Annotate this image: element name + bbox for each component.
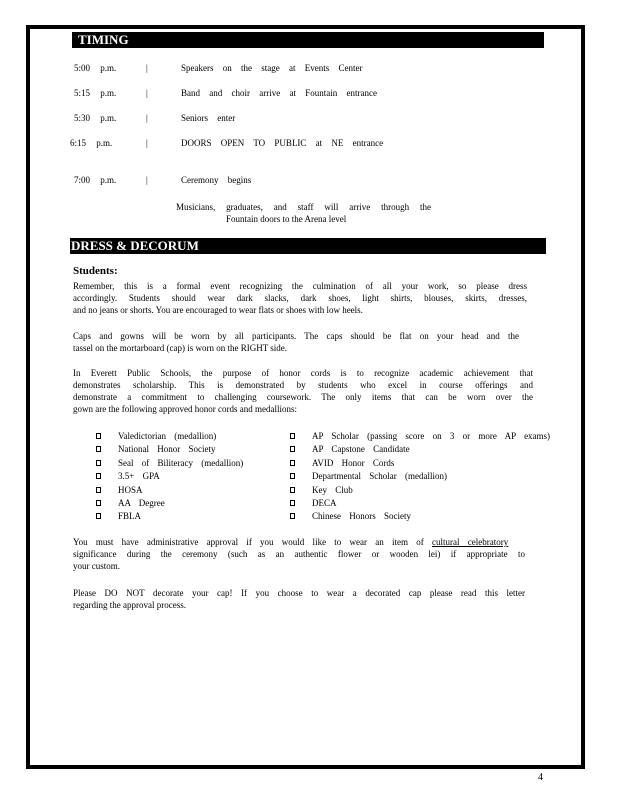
page-number: 4 (538, 772, 543, 783)
dress-title: DRESS & DECORUM (71, 238, 199, 253)
checkbox-icon (290, 500, 295, 506)
paragraph-line: In Everett Public Schools, the purpose of honor cords is to recognize academic achievement that (73, 368, 533, 378)
timing-event: Ceremony begins (181, 175, 252, 185)
paragraph-line: your custom. (73, 561, 120, 571)
checkbox-icon (96, 500, 101, 506)
timing-event: Speakers on the stage at Events Center (181, 63, 363, 73)
timing-time: 5:15 p.m. (74, 88, 117, 98)
honor-item (290, 497, 550, 510)
dress-section-header (70, 238, 546, 254)
honor-item (96, 457, 276, 470)
paragraph-line: Please DO NOT decorate your cap! If you choose to wear a decorated cap please read this letter (73, 588, 525, 598)
timing-separator: | (146, 175, 148, 185)
dress-paragraph-5 (73, 587, 525, 611)
honor-label: Valedictorian (medallion) (118, 431, 217, 441)
checkbox-icon (96, 433, 101, 439)
timing-separator: | (146, 63, 148, 73)
honor-item (290, 510, 550, 523)
honor-label: Departmental Scholar (medallion) (312, 471, 447, 482)
paragraph-line (73, 536, 533, 548)
checkbox-icon (96, 460, 101, 466)
honor-item (96, 443, 276, 456)
honor-label: AVID Honor Cords (312, 457, 395, 468)
dress-paragraph-3 (73, 367, 533, 415)
honor-label: Key Club (312, 484, 353, 495)
checkbox-icon (290, 487, 295, 493)
honor-item (290, 443, 550, 456)
honors-list-left (96, 430, 276, 524)
paragraph-line: demonstrate a commitment to challenging coursework. The only items that can be worn over the (73, 392, 533, 402)
paragraph-line: Caps and gowns will be worn by all participants. The caps should be flat on your head and the (73, 331, 519, 341)
timing-time: 5:00 p.m. (74, 63, 117, 73)
honor-item (96, 430, 276, 443)
timing-note (176, 201, 431, 225)
honor-item (290, 457, 550, 470)
honor-item (96, 510, 276, 523)
honor-label: Seal of Biliteracy (medallion) (118, 457, 244, 468)
honor-label: National Honor Society (118, 444, 216, 455)
timing-section-header (72, 32, 544, 48)
timing-note-line: Musicians, graduates, and staff will arrive through the (176, 202, 431, 212)
timing-note-line: Fountain doors to the Arena level (226, 214, 347, 224)
paragraph-line: and no jeans or shorts. You are encouraged to wear flats or shoes with low heels. (73, 305, 363, 315)
timing-time: 7:00 p.m. (74, 175, 117, 185)
paragraph-line: regarding the approval process. (73, 600, 186, 610)
paragraph-line: accordingly. Students should wear dark slacks, dark shoes, light shirts, blouses, skirts, dresses, (73, 293, 527, 303)
checkbox-icon (96, 446, 101, 452)
honor-item (96, 470, 276, 483)
honor-label: HOSA (118, 484, 143, 495)
honor-label: Chinese Honors Society (312, 511, 411, 522)
timing-separator: | (146, 113, 148, 123)
honor-label: AP Capstone Candidate (312, 444, 410, 455)
honor-label: AP Scholar (passing score on 3 or more AP exams) (312, 431, 551, 441)
honor-item (290, 430, 550, 443)
checkbox-icon (290, 446, 295, 452)
timing-time: 5:30 p.m. (74, 113, 117, 123)
honor-label: 3.5+ GPA (118, 471, 160, 482)
checkbox-icon (96, 513, 101, 519)
honor-item (96, 484, 276, 497)
honor-item (290, 470, 550, 483)
paragraph-line: demonstrates scholarship. This is demonstrated by students who excel in course offerings and (73, 380, 533, 390)
paragraph-line: Remember, this is a formal event recognizing the culmination of all your work, so please dress (73, 281, 527, 291)
timing-event: DOORS OPEN TO PUBLIC at NE entrance (181, 138, 384, 148)
honor-item (96, 497, 276, 510)
paragraph-text: You must have administrative approval if you would like to wear an item of (73, 537, 424, 547)
honors-list-right (290, 430, 550, 524)
timing-separator: | (146, 138, 148, 148)
honor-label: DECA (312, 497, 337, 508)
dress-paragraph-2 (73, 330, 519, 354)
checkbox-icon (290, 513, 295, 519)
honor-label: AA Degree (118, 497, 165, 508)
timing-event: Seniors enter (181, 113, 236, 123)
dress-paragraph-4 (73, 536, 533, 572)
paragraph-line: tassel on the mortarboard (cap) is worn on the RIGHT side. (73, 343, 288, 353)
students-heading: Students: (73, 265, 118, 277)
honor-item (290, 484, 550, 497)
cultural-celebratory-link[interactable]: cultural celebratory (432, 537, 509, 547)
timing-separator: | (146, 88, 148, 98)
checkbox-icon (96, 487, 101, 493)
checkbox-icon (96, 473, 101, 479)
timing-time: 6:15 p.m. (70, 138, 113, 148)
checkbox-icon (290, 460, 295, 466)
honor-label: FBLA (118, 511, 142, 522)
timing-event: Band and choir arrive at Fountain entrance (181, 88, 377, 98)
checkbox-icon (290, 433, 295, 439)
paragraph-line: significance during the ceremony (such as an authentic flower or wooden lei) if appropriate to (73, 549, 525, 559)
paragraph-line: gown are the following approved honor cords and medallions: (73, 404, 297, 414)
dress-paragraph-1 (73, 280, 527, 316)
timing-title: TIMING (78, 32, 129, 47)
checkbox-icon (290, 473, 295, 479)
